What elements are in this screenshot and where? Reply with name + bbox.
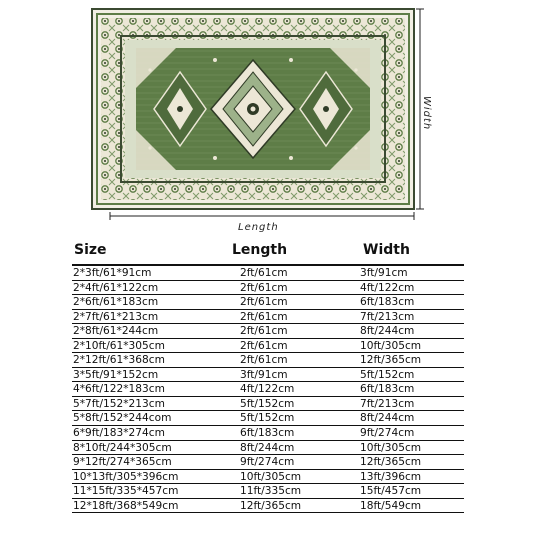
- size-cell: 5*7ft/152*213cm: [73, 397, 165, 410]
- length-cell: 4ft/122cm: [240, 383, 295, 396]
- table-row: [72, 266, 464, 281]
- length-cell: 2ft/61cm: [240, 339, 288, 352]
- table-row: [72, 470, 464, 485]
- size-cell: 2*3ft/61*91cm: [73, 267, 152, 279]
- table-row: [72, 281, 464, 296]
- size-cell: 2*8ft/61*244cm: [73, 325, 159, 338]
- width-label: Width: [421, 96, 432, 131]
- length-cell: 2ft/61cm: [240, 281, 288, 294]
- table-row: [72, 382, 464, 397]
- width-cell: 9ft/274cm: [360, 427, 415, 440]
- length-cell: 12ft/365cm: [240, 499, 302, 512]
- table-row: [72, 441, 464, 456]
- size-cell: 11*15ft/335*457cm: [73, 485, 179, 498]
- length-cell: 9ft/274cm: [240, 456, 295, 469]
- size-cell: 2*6ft/61*183cm: [73, 296, 159, 309]
- width-cell: 7ft/213cm: [360, 310, 415, 323]
- length-cell: 8ft/244cm: [240, 441, 295, 454]
- length-cell: 11ft/335cm: [240, 485, 302, 498]
- width-cell: 8ft/244cm: [360, 325, 415, 338]
- size-cell: 10*13ft/305*396cm: [73, 470, 179, 483]
- length-cell: 2ft/61cm: [240, 310, 288, 323]
- width-cell: 7ft/213cm: [360, 397, 415, 410]
- length-cell: 6ft/183cm: [240, 427, 295, 440]
- table-row: [72, 499, 464, 514]
- size-cell: 2*12ft/61*368cm: [73, 354, 165, 367]
- width-cell: 6ft/183cm: [360, 383, 415, 396]
- length-label: Length: [238, 222, 279, 233]
- width-cell: 10ft/305cm: [360, 441, 422, 454]
- size-cell: 2*7ft/61*213cm: [73, 310, 159, 323]
- table-row: [72, 411, 464, 426]
- length-cell: 2ft/61cm: [240, 267, 288, 279]
- table-header: [72, 242, 464, 266]
- size-cell: 6*9ft/183*274cm: [73, 427, 165, 440]
- length-cell: 5ft/152cm: [240, 397, 295, 410]
- rug-illustration: [0, 0, 533, 240]
- size-cell: 8*10ft/244*305cm: [73, 441, 172, 454]
- table-row: [72, 310, 464, 325]
- table-row: [72, 484, 464, 499]
- size-cell: 4*6ft/122*183cm: [73, 383, 165, 396]
- width-cell: 3ft/91cm: [360, 267, 408, 279]
- table-body: [72, 266, 464, 513]
- size-cell: 2*10ft/61*305cm: [73, 339, 165, 352]
- length-cell: 2ft/61cm: [240, 354, 288, 367]
- width-cell: 10ft/305cm: [360, 339, 422, 352]
- width-cell: 18ft/549cm: [360, 499, 422, 512]
- size-cell: 9*12ft/274*365cm: [73, 456, 172, 469]
- table-row: [72, 455, 464, 470]
- table-row: [72, 426, 464, 441]
- size-cell: 5*8ft/152*244com: [73, 412, 172, 425]
- width-cell: 13ft/396cm: [360, 470, 422, 483]
- length-cell: 10ft/305cm: [240, 470, 302, 483]
- table-row: [72, 295, 464, 310]
- table-row: [72, 368, 464, 383]
- length-cell: 5ft/152cm: [240, 412, 295, 425]
- width-cell: 5ft/152cm: [360, 368, 415, 381]
- length-cell: 3ft/91cm: [240, 368, 288, 381]
- length-cell: 2ft/61cm: [240, 296, 288, 309]
- width-cell: 4ft/122cm: [360, 281, 415, 294]
- header-size: Size: [74, 242, 107, 258]
- length-cell: 2ft/61cm: [240, 325, 288, 338]
- table-row: [72, 353, 464, 368]
- size-cell: 12*18ft/368*549cm: [73, 499, 179, 512]
- width-cell: 6ft/183cm: [360, 296, 415, 309]
- width-cell: 12ft/365cm: [360, 354, 422, 367]
- size-cell: 2*4ft/61*122cm: [73, 281, 159, 294]
- size-table: [72, 242, 464, 513]
- table-row: [72, 339, 464, 354]
- header-length: Length: [232, 242, 288, 258]
- width-cell: 8ft/244cm: [360, 412, 415, 425]
- header-width: Width: [363, 242, 410, 258]
- size-cell: 3*5ft/91*152cm: [73, 368, 159, 381]
- width-cell: 15ft/457cm: [360, 485, 422, 498]
- table-row: [72, 324, 464, 339]
- width-cell: 12ft/365cm: [360, 456, 422, 469]
- table-row: [72, 397, 464, 412]
